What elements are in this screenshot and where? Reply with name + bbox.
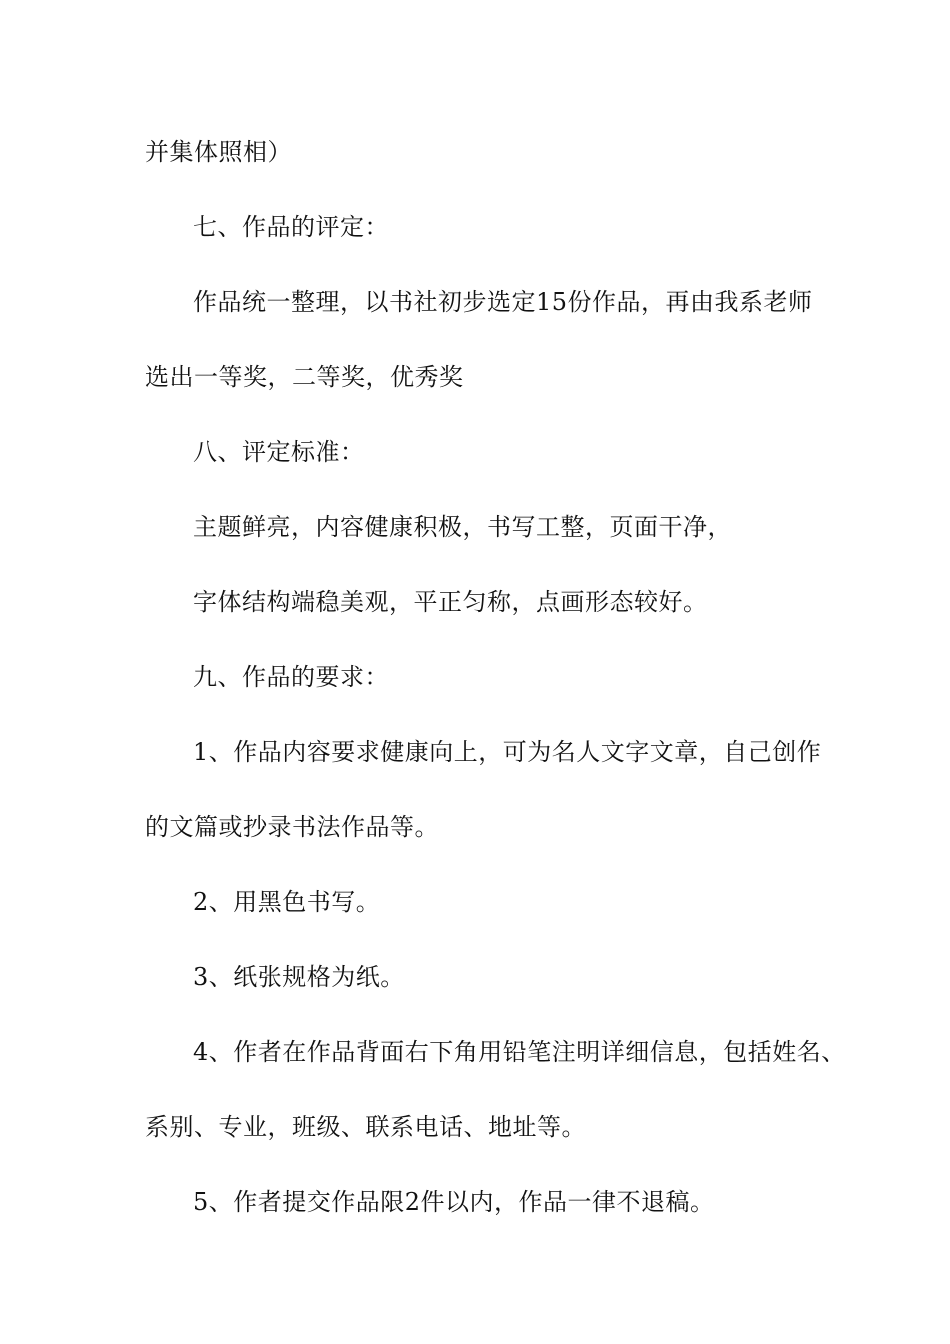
list-item: 3、纸张规格为纸。 [193,963,405,991]
text-line: 作品统一整理，以书社初步选定15份作品，再由我系老师 [193,288,813,316]
section-heading: 九、作品的要求： [193,663,389,691]
text-line: 字体结构端稳美观，平正匀称，点画形态较好。 [193,588,708,616]
list-item: 5、作者提交作品限2件以内，作品一律不退稿。 [193,1188,715,1216]
section-heading: 八、评定标准： [193,438,365,466]
text-line: 系别、专业，班级、联系电话、地址等。 [145,1113,586,1141]
text-line: 的文篇或抄录书法作品等。 [145,813,439,841]
text-line: 主题鲜亮，内容健康积极，书写工整，页面干净， [193,513,732,541]
list-item: 2、用黑色书写。 [193,888,381,916]
list-item: 4、作者在作品背面右下角用铅笔注明详细信息，包括姓名、 [193,1038,846,1066]
text-line: 并集体照相） [145,138,292,166]
list-item: 1、作品内容要求健康向上，可为名人文字文章，自己创作 [193,738,822,766]
text-line: 选出一等奖，二等奖，优秀奖 [145,363,464,391]
section-heading: 七、作品的评定： [193,213,389,241]
